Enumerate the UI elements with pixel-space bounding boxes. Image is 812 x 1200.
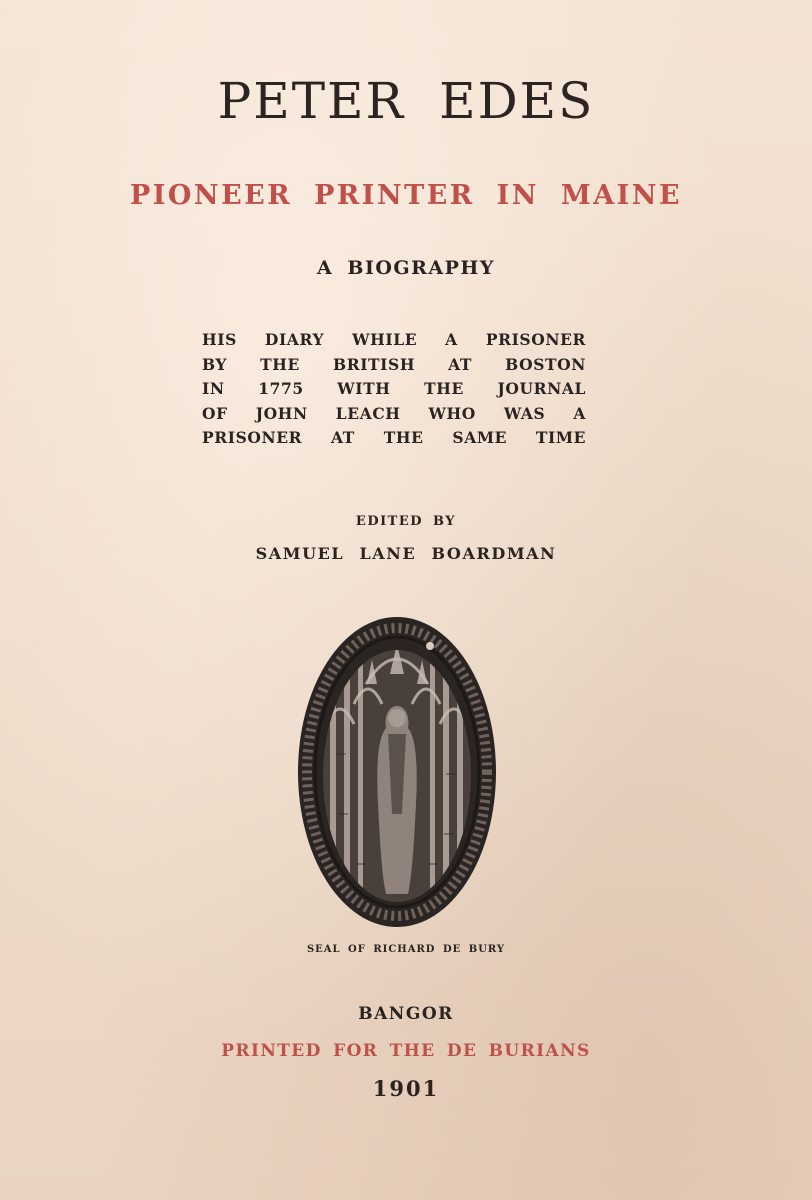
description-line: BY THE BRITISH AT BOSTON bbox=[202, 354, 586, 374]
seal-icon bbox=[296, 614, 498, 932]
editor-name: SAMUEL LANE BOARDMAN bbox=[255, 544, 557, 563]
book-kind: A BIOGRAPHY bbox=[317, 257, 495, 279]
seal-caption: SEAL OF RICHARD DE BURY bbox=[306, 944, 506, 955]
book-title: PETER EDES bbox=[217, 72, 595, 130]
description-line: OF JOHN LEACH WHO WAS A bbox=[202, 403, 586, 423]
publication-place: BANGOR bbox=[358, 1004, 454, 1024]
description-line: IN 1775 WITH THE JOURNAL bbox=[202, 379, 586, 398]
description-line: PRISONER AT THE SAME TIME bbox=[202, 428, 586, 447]
book-description bbox=[202, 328, 586, 451]
printer-line: PRINTED FOR THE DE BURIANS bbox=[221, 1041, 591, 1061]
publication-year: 1901 bbox=[372, 1076, 440, 1101]
edited-by-label: EDITED BY bbox=[355, 514, 457, 529]
book-subtitle: PIONEER PRINTER IN MAINE bbox=[129, 180, 683, 211]
description-line: HIS DIARY WHILE A PRISONER bbox=[202, 330, 586, 349]
